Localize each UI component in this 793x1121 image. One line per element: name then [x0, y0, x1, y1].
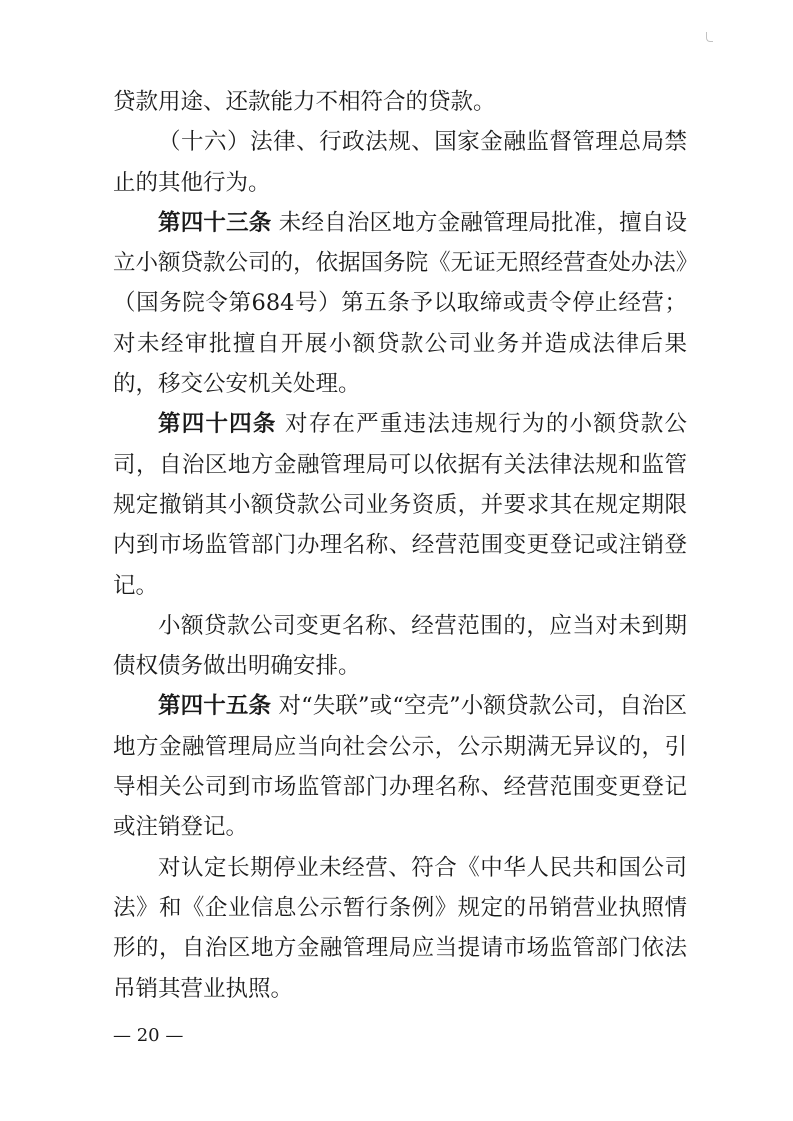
article-text: 对“失联”或“空壳”小额贷款公司，自治区地方金融管理局应当向社会公示，公示期满无异议的，引导相关公司到市场监管部门办理名称、经营范围变更登记或注销登记。 — [113, 693, 687, 841]
page-number: — 20 — — [113, 1025, 184, 1046]
paragraph-article-44-clause-2: 小额贷款公司变更名称、经营范围的，应当对未到期债权债务做出明确安排。 — [113, 612, 687, 680]
article-text: 对存在严重违法违规行为的小额贷款公司，自治区地方金融管理局可以依据有关法律法规和监管规定撤销其小额贷款公司业务资质，并要求其在规定期限内到市场监管部门办理名称、经营范围变更登记或注销登记。 — [113, 411, 687, 599]
paragraph-item-16: （十六）法律、行政法规、国家金融监督管理总局禁止的其他行为。 — [113, 129, 687, 196]
article-number: 第四十五条 — [158, 693, 272, 720]
article-number: 第四十三条 — [158, 209, 272, 236]
paragraph-article-45-clause-2: 对认定长期停业未经营、符合《中华人民共和国公司法》和《企业信息公示暂行条例》规定的吊销营业执照情形的，自治区地方金融管理局应当提请市场监管部门依法吊销其营业执照。 — [113, 854, 687, 1002]
article-number: 第四十四条 — [158, 411, 277, 438]
body-text — [113, 82, 687, 1009]
paragraph-article-44 — [113, 404, 687, 605]
scan-mark — [706, 32, 713, 42]
paragraph-continuation: 贷款用途、还款能力不相符合的贷款。 — [113, 89, 496, 115]
paragraph-article-43 — [113, 203, 687, 404]
article-text: 未经自治区地方金融管理局批准，擅自设立小额贷款公司的，依据国务院《无证无照经营查处办法》（国务院令第684号）第五条予以取缔或责令停止经营；对未经审批擅自开展小额贷款公司业务并造成法律后果的，移交公安机关处理。 — [113, 209, 687, 398]
paragraph-article-45 — [113, 686, 687, 847]
